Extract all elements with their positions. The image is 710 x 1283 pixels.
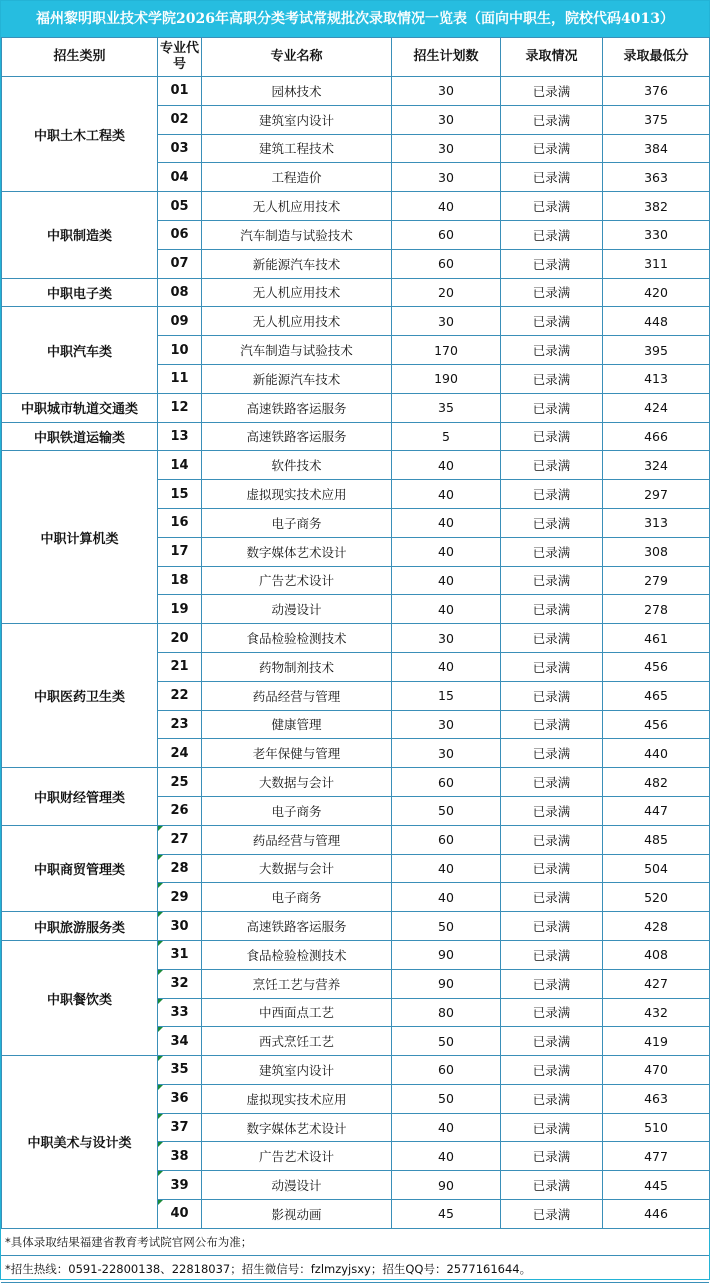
major-cell: 高速铁路客运服务	[202, 422, 392, 451]
plan-cell: 90	[392, 969, 501, 998]
table-body	[2, 77, 710, 1229]
major-cell: 汽车制造与试验技术	[202, 220, 392, 249]
plan-cell: 40	[392, 1142, 501, 1171]
major-cell: 高速铁路客运服务	[202, 393, 392, 422]
score-cell: 278	[603, 595, 710, 624]
major-cell: 药品经营与管理	[202, 681, 392, 710]
plan-cell: 40	[392, 451, 501, 480]
code-cell: 17	[158, 537, 202, 566]
status-cell: 已录满	[501, 364, 603, 393]
category-cell: 中职土木工程类	[2, 77, 158, 192]
score-cell: 297	[603, 480, 710, 509]
header-plan: 招生计划数	[392, 38, 501, 77]
code-cell: 18	[158, 566, 202, 595]
category-cell: 中职铁道运输类	[2, 422, 158, 451]
code-cell: 06	[158, 220, 202, 249]
status-cell: 已录满	[501, 998, 603, 1027]
status-cell: 已录满	[501, 883, 603, 912]
major-cell: 虚拟现实技术应用	[202, 1084, 392, 1113]
category-cell: 中职财经管理类	[2, 768, 158, 826]
score-cell: 420	[603, 278, 710, 307]
score-cell: 456	[603, 652, 710, 681]
code-cell: 32	[158, 969, 202, 998]
score-cell: 419	[603, 1027, 710, 1056]
category-cell: 中职计算机类	[2, 451, 158, 624]
plan-cell: 40	[392, 883, 501, 912]
header-category: 招生类别	[2, 38, 158, 77]
status-cell: 已录满	[501, 1200, 603, 1229]
major-cell: 无人机应用技术	[202, 192, 392, 221]
table-row	[2, 825, 710, 854]
plan-cell: 60	[392, 825, 501, 854]
major-cell: 老年保健与管理	[202, 739, 392, 768]
plan-cell: 40	[392, 652, 501, 681]
status-cell: 已录满	[501, 307, 603, 336]
code-cell: 08	[158, 278, 202, 307]
score-cell: 510	[603, 1113, 710, 1142]
table-row	[2, 912, 710, 941]
header-major: 专业名称	[202, 38, 392, 77]
plan-cell: 30	[392, 739, 501, 768]
major-cell: 健康管理	[202, 710, 392, 739]
code-cell: 04	[158, 163, 202, 192]
major-cell: 西式烹饪工艺	[202, 1027, 392, 1056]
score-cell: 428	[603, 912, 710, 941]
major-cell: 广告艺术设计	[202, 566, 392, 595]
major-cell: 食品检验检测技术	[202, 624, 392, 653]
plan-cell: 90	[392, 1171, 501, 1200]
score-cell: 279	[603, 566, 710, 595]
score-cell: 461	[603, 624, 710, 653]
status-cell: 已录满	[501, 940, 603, 969]
category-cell: 中职餐饮类	[2, 940, 158, 1055]
plan-cell: 190	[392, 364, 501, 393]
major-cell: 数字媒体艺术设计	[202, 537, 392, 566]
status-cell: 已录满	[501, 336, 603, 365]
plan-cell: 60	[392, 249, 501, 278]
code-cell: 29	[158, 883, 202, 912]
score-cell: 482	[603, 768, 710, 797]
table-header-row	[2, 38, 710, 77]
major-cell: 新能源汽车技术	[202, 364, 392, 393]
score-cell: 324	[603, 451, 710, 480]
plan-cell: 30	[392, 105, 501, 134]
status-cell: 已录满	[501, 566, 603, 595]
table-row	[2, 393, 710, 422]
major-cell: 动漫设计	[202, 595, 392, 624]
category-cell: 中职城市轨道交通类	[2, 393, 158, 422]
plan-cell: 40	[392, 480, 501, 509]
major-cell: 软件技术	[202, 451, 392, 480]
code-cell: 12	[158, 393, 202, 422]
status-cell: 已录满	[501, 652, 603, 681]
status-cell: 已录满	[501, 105, 603, 134]
plan-cell: 80	[392, 998, 501, 1027]
major-cell: 数字媒体艺术设计	[202, 1113, 392, 1142]
score-cell: 456	[603, 710, 710, 739]
status-cell: 已录满	[501, 220, 603, 249]
status-cell: 已录满	[501, 1113, 603, 1142]
major-cell: 建筑室内设计	[202, 105, 392, 134]
status-cell: 已录满	[501, 595, 603, 624]
major-cell: 高速铁路客运服务	[202, 912, 392, 941]
score-cell: 432	[603, 998, 710, 1027]
score-cell: 424	[603, 393, 710, 422]
plan-cell: 35	[392, 393, 501, 422]
footnote-contact: *招生热线：0591-22800138、22818037；招生微信号：fzlmzyjsxy；招生QQ号：2577161644。	[1, 1256, 709, 1283]
status-cell: 已录满	[501, 537, 603, 566]
score-cell: 504	[603, 854, 710, 883]
code-cell: 07	[158, 249, 202, 278]
status-cell: 已录满	[501, 912, 603, 941]
code-cell: 13	[158, 422, 202, 451]
code-cell: 14	[158, 451, 202, 480]
code-cell: 37	[158, 1113, 202, 1142]
status-cell: 已录满	[501, 1171, 603, 1200]
header-status: 录取情况	[501, 38, 603, 77]
status-cell: 已录满	[501, 854, 603, 883]
code-cell: 16	[158, 508, 202, 537]
status-cell: 已录满	[501, 134, 603, 163]
code-cell: 40	[158, 1200, 202, 1229]
code-cell: 38	[158, 1142, 202, 1171]
plan-cell: 40	[392, 1113, 501, 1142]
code-cell: 24	[158, 739, 202, 768]
table-row	[2, 278, 710, 307]
status-cell: 已录满	[501, 1084, 603, 1113]
status-cell: 已录满	[501, 1027, 603, 1056]
plan-cell: 90	[392, 940, 501, 969]
plan-cell: 40	[392, 508, 501, 537]
footnote-result: *具体录取结果福建省教育考试院官网公布为准；	[1, 1229, 709, 1256]
major-cell: 烹饪工艺与营养	[202, 969, 392, 998]
status-cell: 已录满	[501, 969, 603, 998]
status-cell: 已录满	[501, 77, 603, 106]
table-row	[2, 307, 710, 336]
table-row	[2, 1056, 710, 1085]
code-cell: 21	[158, 652, 202, 681]
status-cell: 已录满	[501, 249, 603, 278]
plan-cell: 30	[392, 134, 501, 163]
plan-cell: 50	[392, 912, 501, 941]
major-cell: 中西面点工艺	[202, 998, 392, 1027]
plan-cell: 60	[392, 1056, 501, 1085]
score-cell: 413	[603, 364, 710, 393]
category-cell: 中职医药卫生类	[2, 624, 158, 768]
major-cell: 药物制剂技术	[202, 652, 392, 681]
score-cell: 448	[603, 307, 710, 336]
code-cell: 27	[158, 825, 202, 854]
major-cell: 电子商务	[202, 796, 392, 825]
code-cell: 23	[158, 710, 202, 739]
plan-cell: 50	[392, 1027, 501, 1056]
plan-cell: 15	[392, 681, 501, 710]
score-cell: 363	[603, 163, 710, 192]
plan-cell: 30	[392, 163, 501, 192]
plan-cell: 60	[392, 220, 501, 249]
table-row	[2, 77, 710, 106]
status-cell: 已录满	[501, 278, 603, 307]
plan-cell: 50	[392, 1084, 501, 1113]
plan-cell: 40	[392, 537, 501, 566]
plan-cell: 45	[392, 1200, 501, 1229]
code-cell: 36	[158, 1084, 202, 1113]
page-title: 福州黎明职业技术学院2026年高职分类考试常规批次录取情况一览表（面向中职生，院校代码4013）	[1, 1, 709, 37]
plan-cell: 40	[392, 854, 501, 883]
plan-cell: 5	[392, 422, 501, 451]
score-cell: 463	[603, 1084, 710, 1113]
category-cell: 中职汽车类	[2, 307, 158, 393]
major-cell: 广告艺术设计	[202, 1142, 392, 1171]
status-cell: 已录满	[501, 508, 603, 537]
code-cell: 15	[158, 480, 202, 509]
status-cell: 已录满	[501, 796, 603, 825]
major-cell: 新能源汽车技术	[202, 249, 392, 278]
major-cell: 电子商务	[202, 883, 392, 912]
status-cell: 已录满	[501, 163, 603, 192]
score-cell: 440	[603, 739, 710, 768]
status-cell: 已录满	[501, 422, 603, 451]
score-cell: 477	[603, 1142, 710, 1171]
major-cell: 大数据与会计	[202, 768, 392, 797]
code-cell: 26	[158, 796, 202, 825]
plan-cell: 30	[392, 710, 501, 739]
status-cell: 已录满	[501, 624, 603, 653]
plan-cell: 40	[392, 192, 501, 221]
status-cell: 已录满	[501, 739, 603, 768]
category-cell: 中职美术与设计类	[2, 1056, 158, 1229]
status-cell: 已录满	[501, 192, 603, 221]
code-cell: 31	[158, 940, 202, 969]
header-code: 专业代号	[158, 38, 202, 77]
table-row	[2, 624, 710, 653]
category-cell: 中职电子类	[2, 278, 158, 307]
plan-cell: 170	[392, 336, 501, 365]
table-row	[2, 451, 710, 480]
table-row	[2, 768, 710, 797]
status-cell: 已录满	[501, 451, 603, 480]
table-row	[2, 422, 710, 451]
status-cell: 已录满	[501, 825, 603, 854]
table-row	[2, 192, 710, 221]
score-cell: 375	[603, 105, 710, 134]
score-cell: 466	[603, 422, 710, 451]
score-cell: 308	[603, 537, 710, 566]
major-cell: 电子商务	[202, 508, 392, 537]
plan-cell: 60	[392, 768, 501, 797]
score-cell: 330	[603, 220, 710, 249]
score-cell: 470	[603, 1056, 710, 1085]
code-cell: 30	[158, 912, 202, 941]
score-cell: 313	[603, 508, 710, 537]
score-cell: 311	[603, 249, 710, 278]
code-cell: 20	[158, 624, 202, 653]
score-cell: 427	[603, 969, 710, 998]
code-cell: 35	[158, 1056, 202, 1085]
code-cell: 01	[158, 77, 202, 106]
code-cell: 25	[158, 768, 202, 797]
major-cell: 建筑工程技术	[202, 134, 392, 163]
plan-cell: 40	[392, 566, 501, 595]
code-cell: 19	[158, 595, 202, 624]
plan-cell: 30	[392, 77, 501, 106]
code-cell: 11	[158, 364, 202, 393]
score-cell: 446	[603, 1200, 710, 1229]
major-cell: 汽车制造与试验技术	[202, 336, 392, 365]
status-cell: 已录满	[501, 1142, 603, 1171]
score-cell: 384	[603, 134, 710, 163]
plan-cell: 50	[392, 796, 501, 825]
score-cell: 376	[603, 77, 710, 106]
major-cell: 大数据与会计	[202, 854, 392, 883]
code-cell: 28	[158, 854, 202, 883]
status-cell: 已录满	[501, 681, 603, 710]
admission-table	[1, 37, 710, 1229]
score-cell: 382	[603, 192, 710, 221]
category-cell: 中职商贸管理类	[2, 825, 158, 911]
score-cell: 395	[603, 336, 710, 365]
major-cell: 无人机应用技术	[202, 278, 392, 307]
score-cell: 465	[603, 681, 710, 710]
status-cell: 已录满	[501, 480, 603, 509]
score-cell: 485	[603, 825, 710, 854]
major-cell: 影视动画	[202, 1200, 392, 1229]
major-cell: 无人机应用技术	[202, 307, 392, 336]
code-cell: 10	[158, 336, 202, 365]
status-cell: 已录满	[501, 768, 603, 797]
status-cell: 已录满	[501, 393, 603, 422]
code-cell: 34	[158, 1027, 202, 1056]
major-cell: 建筑室内设计	[202, 1056, 392, 1085]
code-cell: 03	[158, 134, 202, 163]
plan-cell: 30	[392, 307, 501, 336]
score-cell: 447	[603, 796, 710, 825]
code-cell: 33	[158, 998, 202, 1027]
category-cell: 中职旅游服务类	[2, 912, 158, 941]
header-score: 录取最低分	[603, 38, 710, 77]
major-cell: 园林技术	[202, 77, 392, 106]
plan-cell: 30	[392, 624, 501, 653]
status-cell: 已录满	[501, 710, 603, 739]
major-cell: 食品检验检测技术	[202, 940, 392, 969]
plan-cell: 40	[392, 595, 501, 624]
code-cell: 39	[158, 1171, 202, 1200]
category-cell: 中职制造类	[2, 192, 158, 278]
status-cell: 已录满	[501, 1056, 603, 1085]
code-cell: 09	[158, 307, 202, 336]
code-cell: 22	[158, 681, 202, 710]
plan-cell: 20	[392, 278, 501, 307]
code-cell: 05	[158, 192, 202, 221]
major-cell: 虚拟现实技术应用	[202, 480, 392, 509]
score-cell: 408	[603, 940, 710, 969]
score-cell: 445	[603, 1171, 710, 1200]
major-cell: 动漫设计	[202, 1171, 392, 1200]
code-cell: 02	[158, 105, 202, 134]
major-cell: 药品经营与管理	[202, 825, 392, 854]
table-row	[2, 940, 710, 969]
major-cell: 工程造价	[202, 163, 392, 192]
score-cell: 520	[603, 883, 710, 912]
